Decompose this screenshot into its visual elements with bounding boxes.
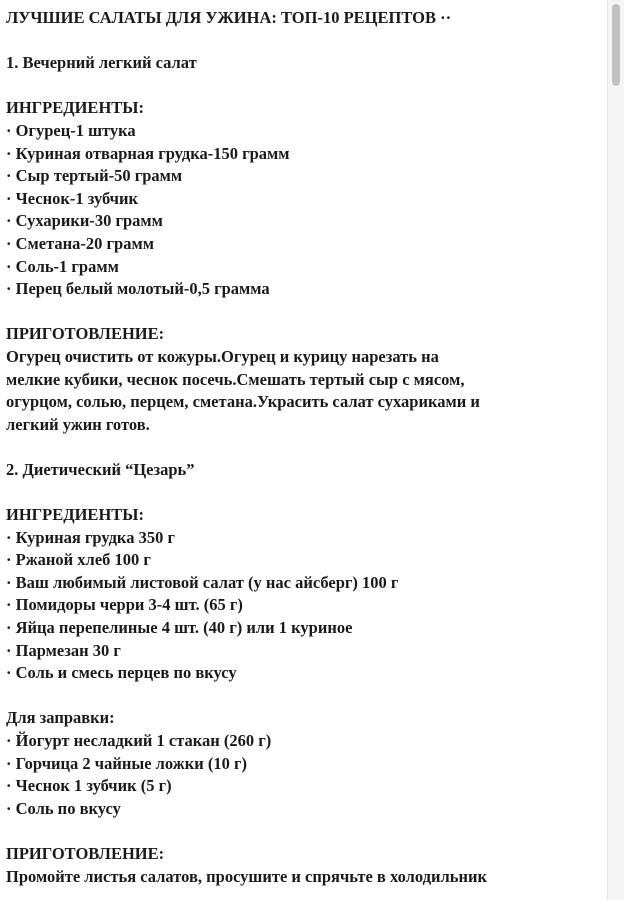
vertical-scrollbar[interactable] <box>607 0 624 900</box>
preparation-line: Промойте листья салатов, просушите и спрячьте в холодильник <box>6 866 488 886</box>
recipe-2-dressing-heading: Для заправки: <box>6 708 115 728</box>
dressing-item: · Йогурт несладкий 1 стакан (260 г) <box>6 731 272 750</box>
recipe-1-heading: 1. Вечерний легкий салат <box>6 53 197 73</box>
recipe-2-preparation-text <box>6 866 604 889</box>
recipe-1-ingredients-list <box>6 120 604 301</box>
spacer <box>6 820 604 843</box>
spacer <box>6 30 604 53</box>
ingredient-item: · Сухарики-30 грамм <box>6 211 163 231</box>
spacer <box>6 481 604 504</box>
ingredient-item: · Чеснок-1 зубчик <box>6 188 138 208</box>
ingredient-item: · Яйца перепелиные 4 шт. (40 г) или 1 куриное <box>6 618 353 638</box>
recipe-2-ingredients-list <box>6 527 604 685</box>
recipe-2-ingredients-heading: ИНГРЕДИЕНТЫ: <box>6 505 144 525</box>
ingredient-item: · Перец белый молотый-0,5 грамма <box>6 279 270 299</box>
preparation-line: мелкие кубики, чеснок посечь.Смешать тертый сыр с мясом, <box>6 369 465 389</box>
dressing-item: · Горчица 2 чайные ложки (10 г) <box>6 753 247 773</box>
ingredient-item: · Куриная отварная грудка-150 грамм <box>6 143 290 163</box>
article-title: ЛУЧШИЕ САЛАТЫ ДЛЯ УЖИНА: ТОП-10 РЕЦЕПТОВ ·· <box>6 8 452 27</box>
recipe-1-ingredients-heading: ИНГРЕДИЕНТЫ: <box>6 98 144 118</box>
ingredient-item: · Ржаной хлеб 100 г <box>6 550 151 570</box>
scrollbar-thumb[interactable] <box>612 4 620 86</box>
spacer <box>6 301 604 324</box>
ingredient-item: · Соль-1 грамм <box>6 256 119 276</box>
preparation-line: огурцом, солью, перцем, сметана.Украсить салат сухариками и <box>6 392 480 412</box>
ingredient-item: · Сыр тертый-50 грамм <box>6 166 183 186</box>
article-content <box>6 0 604 900</box>
recipe-2-preparation-heading: ПРИГОТОВЛЕНИЕ: <box>6 843 165 863</box>
ingredient-item: · Сметана-20 грамм <box>6 233 154 253</box>
ingredient-item: · Помидоры черри 3-4 шт. (65 г) <box>6 595 243 615</box>
spacer <box>6 685 604 708</box>
preparation-line: легкий ужин готов. <box>6 414 150 434</box>
ingredient-item: · Пармезан 30 г <box>6 640 121 660</box>
preparation-line: Огурец очистить от кожуры.Огурец и курицу нарезать на <box>6 346 439 366</box>
spacer <box>6 75 604 98</box>
spacer <box>6 436 604 459</box>
dressing-item: · Чеснок 1 зубчик (5 г) <box>6 776 172 796</box>
ingredient-item: · Соль и смесь перцев по вкусу <box>6 663 237 683</box>
recipe-2-dressing-list <box>6 730 604 820</box>
dressing-item: · Соль по вкусу <box>6 798 121 818</box>
recipe-1-preparation-heading: ПРИГОТОВЛЕНИЕ: <box>6 324 165 344</box>
ingredient-item: · Огурец-1 штука <box>6 120 136 140</box>
ingredient-item: · Куриная грудка 350 г <box>6 527 175 547</box>
recipe-1-preparation-text <box>6 346 604 436</box>
recipe-2-heading: 2. Диетический “Цезарь” <box>6 459 195 479</box>
ingredient-item: · Ваш любимый листовой салат (у нас айсберг) 100 г <box>6 572 399 592</box>
